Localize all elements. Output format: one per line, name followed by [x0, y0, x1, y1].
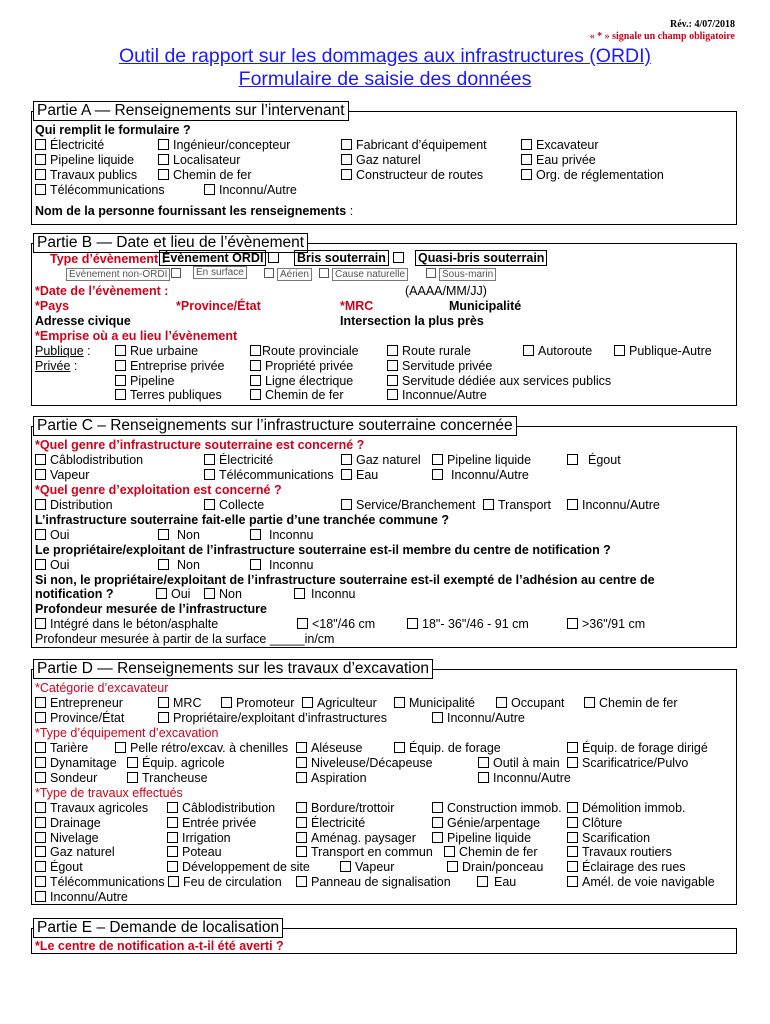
- subtype-non-ordi[interactable]: Évènement non-ORDI: [66, 268, 184, 280]
- checkbox[interactable]: [158, 139, 169, 150]
- checkbox[interactable]: [204, 469, 215, 480]
- checkbox[interactable]: [35, 469, 46, 480]
- checkbox[interactable]: [296, 757, 307, 768]
- work-construction[interactable]: Construction immob.: [432, 802, 562, 815]
- tranchee-oui[interactable]: Oui: [35, 529, 69, 542]
- checkbox[interactable]: [302, 697, 313, 708]
- checkbox[interactable]: [393, 252, 404, 263]
- checkbox[interactable]: [447, 861, 458, 872]
- checkbox[interactable]: [156, 588, 167, 599]
- checkbox[interactable]: [567, 802, 578, 813]
- checkbox[interactable]: [35, 757, 46, 768]
- infra-type-question: *Quel genre d’infrastructure souterraine est concerné ?: [35, 438, 365, 452]
- option-pipeline[interactable]: Pipeline: [115, 375, 174, 388]
- checkbox[interactable]: [35, 712, 46, 723]
- option-electricite[interactable]: Électricité: [35, 139, 104, 152]
- checkbox[interactable]: [35, 154, 46, 165]
- checkbox[interactable]: [523, 345, 534, 356]
- membre-question: Le propriétaire/exploitant de l’infrastructure souterraine est-il membre du centre de notification ?: [35, 543, 611, 557]
- work-pipeline[interactable]: Pipeline liquide: [432, 832, 531, 845]
- equip-trancheuse[interactable]: Trancheuse: [127, 772, 208, 785]
- checkbox[interactable]: [341, 469, 352, 480]
- work-nivelage[interactable]: Nivelage: [35, 832, 99, 845]
- option-route-provinciale[interactable]: Route provinciale: [250, 345, 359, 358]
- option-servitude-dediee[interactable]: Servitude dédiée aux services publics: [387, 375, 611, 388]
- equip-forage[interactable]: Équip. de forage: [394, 742, 501, 755]
- membre-oui[interactable]: Oui: [35, 559, 69, 572]
- checkbox[interactable]: [387, 375, 398, 386]
- work-demolition[interactable]: Démolition immob.: [567, 802, 686, 815]
- cat-chemin-de-fer[interactable]: Chemin de fer: [584, 697, 678, 710]
- equip-sondeur[interactable]: Sondeur: [35, 772, 97, 785]
- option-chemin-de-fer[interactable]: Chemin de fer: [158, 169, 252, 182]
- work-drain[interactable]: Drain/ponceau: [447, 861, 543, 874]
- checkbox[interactable]: [168, 876, 179, 887]
- checkbox[interactable]: [171, 268, 181, 278]
- work-voie-navigable[interactable]: Amél. de voie navigable: [567, 876, 715, 889]
- equip-tariere[interactable]: Tarière: [35, 742, 88, 755]
- checkbox[interactable]: [167, 817, 178, 828]
- checkbox[interactable]: [294, 588, 305, 599]
- work-chemin-de-fer[interactable]: Chemin de fer: [444, 846, 538, 859]
- option-telecom-c[interactable]: Télécommunications: [204, 469, 334, 482]
- subtype-en-surface[interactable]: En surface: [193, 268, 247, 278]
- checkbox[interactable]: [296, 817, 307, 828]
- checkbox[interactable]: [35, 772, 46, 783]
- depth-surface-field[interactable]: Profondeur mesurée à partir de la surface _____in/cm: [35, 632, 335, 646]
- publique-label: Publique :: [35, 344, 91, 358]
- checkbox[interactable]: [432, 802, 443, 813]
- cat-municipalite[interactable]: Municipalité: [394, 697, 475, 710]
- form-subtitle: Formulaire de saisie des données: [238, 68, 532, 90]
- checkbox[interactable]: [250, 389, 261, 400]
- checkbox[interactable]: [115, 389, 126, 400]
- work-electricite[interactable]: Électricité: [296, 817, 365, 830]
- tranchee-question: L’infrastructure souterraine fait-elle partie d’une tranchée commune ?: [35, 513, 449, 527]
- checkbox[interactable]: [35, 861, 46, 872]
- work-transport-commun[interactable]: Transport en commun: [296, 846, 433, 859]
- work-developpement[interactable]: Développement de site: [167, 861, 310, 874]
- checkbox[interactable]: [250, 375, 261, 386]
- checkbox[interactable]: [319, 268, 329, 278]
- work-inconnu-autre[interactable]: Inconnu/Autre: [35, 891, 128, 904]
- option-travaux-publics[interactable]: Travaux publics: [35, 169, 137, 182]
- checkbox[interactable]: [432, 817, 443, 828]
- exemption-non[interactable]: Non: [204, 588, 242, 601]
- checkbox[interactable]: [35, 169, 46, 180]
- equip-agricole[interactable]: Équip. agricole: [127, 757, 225, 770]
- checkbox[interactable]: [158, 169, 169, 180]
- option-entreprise-privee[interactable]: Entreprise privée: [115, 360, 225, 373]
- checkbox[interactable]: [567, 757, 578, 768]
- checkbox[interactable]: [127, 772, 138, 783]
- emprise-label: *Emprise où a eu lieu l’évènement: [35, 329, 238, 343]
- part-d-heading: Partie D — Renseignements sur les travaux d’excavation: [33, 659, 433, 679]
- checkbox[interactable]: [158, 712, 169, 723]
- depth-over-36[interactable]: >36"/91 cm: [567, 618, 645, 631]
- depth-18-36[interactable]: 18"- 36"/46 - 91 cm: [407, 618, 529, 631]
- checkbox[interactable]: [394, 697, 405, 708]
- option-gaz-naturel-c[interactable]: Gaz naturel: [341, 454, 421, 467]
- cat-inconnu-autre[interactable]: Inconnu/Autre: [432, 712, 525, 725]
- exemption-oui[interactable]: Oui: [156, 588, 190, 601]
- membre-inconnu[interactable]: Inconnu: [250, 559, 313, 572]
- cat-mrc[interactable]: MRC: [158, 697, 201, 710]
- depth-beton[interactable]: Intégré dans le béton/asphalte: [35, 618, 218, 631]
- work-type-label: *Type de travaux effectués: [35, 786, 183, 800]
- checkbox[interactable]: [341, 499, 352, 510]
- checkbox[interactable]: [158, 559, 169, 570]
- checkbox[interactable]: [567, 618, 578, 629]
- work-feu-circulation[interactable]: Feu de circulation: [168, 876, 282, 889]
- checkbox[interactable]: [35, 697, 46, 708]
- checkbox[interactable]: [614, 345, 625, 356]
- depth-under-18[interactable]: <18"/46 cm: [297, 618, 375, 631]
- checkbox[interactable]: [35, 802, 46, 813]
- work-irrigation[interactable]: Irrigation: [167, 832, 231, 845]
- checkbox[interactable]: [115, 345, 126, 356]
- work-entree-privee[interactable]: Entrée privée: [167, 817, 256, 830]
- option-constructeur-routes[interactable]: Constructeur de routes: [341, 169, 483, 182]
- checkbox[interactable]: [296, 802, 307, 813]
- checkbox[interactable]: [204, 588, 215, 599]
- work-cloture[interactable]: Clôture: [567, 817, 622, 830]
- option-inconnue-autre[interactable]: Inconnue/Autre: [387, 389, 487, 402]
- cat-occupant[interactable]: Occupant: [496, 697, 565, 710]
- work-panneau[interactable]: Panneau de signalisation: [296, 876, 451, 889]
- checkbox[interactable]: [521, 154, 532, 165]
- checkbox[interactable]: [167, 861, 178, 872]
- option-ingenieur[interactable]: Ingénieur/concepteur: [158, 139, 290, 152]
- checkbox[interactable]: [340, 861, 351, 872]
- checkbox[interactable]: [127, 757, 138, 768]
- checkbox[interactable]: [567, 846, 578, 857]
- checkbox[interactable]: [35, 454, 46, 465]
- option-ligne-electrique[interactable]: Ligne électrique: [250, 375, 353, 388]
- part-a-heading: Partie A — Renseignements sur l’intervenant: [33, 101, 349, 121]
- exemption-question-cont: notification ?: [35, 587, 114, 601]
- work-eau[interactable]: Eau: [477, 876, 516, 889]
- checkbox[interactable]: [394, 742, 405, 753]
- checkbox[interactable]: [167, 832, 178, 843]
- option-eau-privee[interactable]: Eau privée: [521, 154, 596, 167]
- province-label: *Province/État: [176, 299, 261, 313]
- checkbox[interactable]: [341, 154, 352, 165]
- option-electricite-c[interactable]: Électricité: [204, 454, 273, 467]
- required-field-note: « * » signale un champ obligatoire: [589, 31, 735, 42]
- work-scarification[interactable]: Scarification: [567, 832, 650, 845]
- cat-agriculteur[interactable]: Agriculteur: [302, 697, 377, 710]
- checkbox[interactable]: [204, 454, 215, 465]
- checkbox[interactable]: [115, 742, 126, 753]
- cat-proprietaire[interactable]: Propriétaire/exploitant d’infrastructures: [158, 712, 387, 725]
- option-publique-autre[interactable]: Publique-Autre: [614, 345, 712, 358]
- exploitation-question: *Quel genre d’exploitation est concerné ?: [35, 483, 282, 497]
- checkbox[interactable]: [432, 454, 443, 465]
- part-b-heading: Partie B — Date et lieu de l’évènement: [33, 233, 308, 253]
- equip-aspiration[interactable]: Aspiration: [296, 772, 367, 785]
- event-date-label: *Date de l’évènement :: [35, 284, 169, 298]
- checkbox[interactable]: [250, 559, 261, 570]
- checkbox[interactable]: [35, 846, 46, 857]
- option-pipeline-liquide[interactable]: Pipeline liquide: [35, 154, 134, 167]
- checkbox[interactable]: [296, 742, 307, 753]
- checkbox[interactable]: [268, 252, 279, 263]
- tranchee-inconnu[interactable]: Inconnu: [250, 529, 313, 542]
- checkbox[interactable]: [35, 529, 46, 540]
- equip-niveleuse[interactable]: Niveleuse/Décapeuse: [296, 757, 433, 770]
- tranchee-non[interactable]: Non: [158, 529, 200, 542]
- checkbox[interactable]: [478, 757, 489, 768]
- event-type-bris[interactable]: Bris souterrain: [294, 252, 408, 265]
- checkbox[interactable]: [35, 817, 46, 828]
- checkbox[interactable]: [341, 169, 352, 180]
- checkbox[interactable]: [478, 772, 489, 783]
- checkbox[interactable]: [521, 139, 532, 150]
- option-egout[interactable]: Égout: [567, 454, 621, 467]
- work-poteau[interactable]: Poteau: [167, 846, 222, 859]
- option-excavateur[interactable]: Excavateur: [521, 139, 599, 152]
- option-gaz-naturel[interactable]: Gaz naturel: [341, 154, 421, 167]
- checkbox[interactable]: [426, 268, 436, 278]
- form-filler-question: Qui remplit le formulaire ?: [35, 123, 191, 137]
- option-chemin-de-fer-prive[interactable]: Chemin de fer: [250, 389, 344, 402]
- checkbox[interactable]: [432, 832, 443, 843]
- work-amenag[interactable]: Aménag. paysager: [296, 832, 416, 845]
- option-service-branchement[interactable]: Service/Branchement: [341, 499, 476, 512]
- option-servitude-privee[interactable]: Servitude privée: [387, 360, 492, 373]
- equip-inconnu-autre[interactable]: Inconnu/Autre: [478, 772, 571, 785]
- checkbox[interactable]: [115, 375, 126, 386]
- checkbox[interactable]: [221, 697, 232, 708]
- checkbox[interactable]: [158, 529, 169, 540]
- mrc-label: *MRC: [340, 299, 374, 313]
- adresse-label: Adresse civique: [35, 314, 131, 328]
- checkbox[interactable]: [167, 802, 178, 813]
- checkbox[interactable]: [35, 139, 46, 150]
- checkbox[interactable]: [250, 345, 261, 356]
- checkbox[interactable]: [35, 832, 46, 843]
- checkbox[interactable]: [35, 891, 46, 902]
- checkbox[interactable]: [296, 846, 307, 857]
- subtype-aerien[interactable]: Aérien: [264, 268, 312, 280]
- option-localisateur[interactable]: Localisateur: [158, 154, 240, 167]
- work-vapeur[interactable]: Vapeur: [340, 861, 394, 874]
- checkbox[interactable]: [432, 469, 443, 480]
- checkbox[interactable]: [204, 499, 215, 510]
- work-bordure[interactable]: Bordure/trottoir: [296, 802, 394, 815]
- part-e-heading: Partie E – Demande de localisation: [33, 918, 283, 938]
- event-type-ordi[interactable]: Évènement ORDI: [159, 252, 283, 265]
- checkbox[interactable]: [167, 846, 178, 857]
- pays-label: *Pays: [35, 299, 70, 313]
- work-telecom[interactable]: Télécommunications: [35, 876, 165, 889]
- exemption-question: Si non, le propriétaire/exploitant de l’infrastructure souterraine est-il exempté de l’adhésion au centre de: [35, 573, 655, 587]
- checkbox[interactable]: [432, 712, 443, 723]
- checkbox[interactable]: [35, 618, 46, 629]
- checkbox[interactable]: [477, 876, 488, 887]
- option-propriete-privee[interactable]: Propriété privée: [250, 360, 353, 373]
- intersection-label: Intersection la plus près: [340, 314, 484, 328]
- date-format-hint: (AAAA/MM/JJ): [405, 284, 487, 298]
- option-collecte[interactable]: Collecte: [204, 499, 264, 512]
- notification-question: *Le centre de notification a-t-il été averti ?: [35, 939, 284, 953]
- municipalite-label: Municipalité: [449, 299, 522, 313]
- option-terres-publiques[interactable]: Terres publiques: [115, 389, 222, 402]
- checkbox[interactable]: [250, 529, 261, 540]
- form-title: Outil de rapport sur les dommages aux infrastructures (ORDI): [118, 45, 652, 67]
- work-cablodistribution[interactable]: Câblodistribution: [167, 802, 275, 815]
- checkbox[interactable]: [35, 559, 46, 570]
- checkbox[interactable]: [158, 697, 169, 708]
- checkbox[interactable]: [341, 454, 352, 465]
- option-autoroute[interactable]: Autoroute: [523, 345, 592, 358]
- excavator-category-label: *Catégorie d’excavateur: [35, 681, 169, 695]
- checkbox[interactable]: [387, 345, 398, 356]
- cat-province[interactable]: Province/État: [35, 712, 124, 725]
- checkbox[interactable]: [567, 742, 578, 753]
- checkbox[interactable]: [296, 832, 307, 843]
- work-eclairage[interactable]: Éclairage des rues: [567, 861, 686, 874]
- option-fabricant[interactable]: Fabricant d’équipement: [341, 139, 487, 152]
- option-inconnu-autre[interactable]: Inconnu/Autre: [204, 184, 297, 197]
- revision-date: Rév.: 4/07/2018: [670, 19, 735, 30]
- option-rue-urbaine[interactable]: Rue urbaine: [115, 345, 198, 358]
- checkbox[interactable]: [483, 499, 494, 510]
- event-type-quasi-bris[interactable]: Quasi-bris souterrain: [415, 252, 547, 265]
- option-pipeline-liquide-c[interactable]: Pipeline liquide: [432, 454, 531, 467]
- equip-forage-dirige[interactable]: Équip. de forage dirigé: [567, 742, 708, 755]
- checkbox[interactable]: [35, 499, 46, 510]
- checkbox[interactable]: [521, 169, 532, 180]
- checkbox[interactable]: [296, 876, 307, 887]
- checkbox[interactable]: [584, 697, 595, 708]
- checkbox[interactable]: [567, 876, 578, 887]
- option-distribution[interactable]: Distribution: [35, 499, 113, 512]
- person-name-field[interactable]: Nom de la personne fournissant les renseignements :: [35, 204, 354, 218]
- checkbox[interactable]: [204, 184, 215, 195]
- equip-outil-main[interactable]: Outil à main: [478, 757, 560, 770]
- work-gaz[interactable]: Gaz naturel: [35, 846, 115, 859]
- subtype-sous-marin[interactable]: Sous-marin: [426, 268, 496, 280]
- work-egout[interactable]: Égout: [35, 861, 83, 874]
- exemption-inconnu[interactable]: Inconnu: [294, 588, 355, 601]
- checkbox[interactable]: [567, 499, 578, 510]
- work-routiers[interactable]: Travaux routiers: [567, 846, 672, 859]
- checkbox[interactable]: [444, 846, 455, 857]
- checkbox[interactable]: [264, 268, 274, 278]
- cat-promoteur[interactable]: Promoteur: [221, 697, 294, 710]
- option-inconnu-autre-exploit[interactable]: Inconnu/Autre: [567, 499, 660, 512]
- checkbox[interactable]: [35, 876, 46, 887]
- equip-scarificatrice[interactable]: Scarificatrice/Pulvo: [567, 757, 688, 770]
- equip-dynamitage[interactable]: Dynamitage: [35, 757, 117, 770]
- checkbox[interactable]: [250, 360, 261, 371]
- checkbox[interactable]: [115, 360, 126, 371]
- checkbox[interactable]: [567, 817, 578, 828]
- checkbox[interactable]: [387, 360, 398, 371]
- subtype-cause-naturelle[interactable]: Cause naturelle: [319, 268, 408, 280]
- cat-entrepreneur[interactable]: Entrepreneur: [35, 697, 123, 710]
- privee-label: Privée :: [35, 359, 78, 373]
- checkbox[interactable]: [407, 618, 418, 629]
- option-transport[interactable]: Transport: [483, 499, 551, 512]
- option-route-rurale[interactable]: Route rurale: [387, 345, 471, 358]
- work-agricoles[interactable]: Travaux agricoles: [35, 802, 148, 815]
- part-c-heading: Partie C – Renseignements sur l’infrastructure souterraine concernée: [33, 416, 517, 436]
- checkbox[interactable]: [296, 772, 307, 783]
- equip-aleseuse[interactable]: Aléseuse: [296, 742, 362, 755]
- option-eau[interactable]: Eau: [341, 469, 378, 482]
- option-telecom[interactable]: Télécommunications: [35, 184, 165, 197]
- checkbox[interactable]: [158, 154, 169, 165]
- checkbox[interactable]: [35, 184, 46, 195]
- checkbox[interactable]: [341, 139, 352, 150]
- option-vapeur[interactable]: Vapeur: [35, 469, 89, 482]
- option-org-reglementation[interactable]: Org. de réglementation: [521, 169, 664, 182]
- checkbox[interactable]: [35, 742, 46, 753]
- membre-non[interactable]: Non: [158, 559, 200, 572]
- checkbox[interactable]: [567, 861, 578, 872]
- work-genie[interactable]: Génie/arpentage: [432, 817, 540, 830]
- option-cablodistribution[interactable]: Câblodistribution: [35, 454, 143, 467]
- event-type-label: Type d’évènement :: [50, 252, 166, 266]
- work-drainage[interactable]: Drainage: [35, 817, 101, 830]
- profondeur-label: Profondeur mesurée de l’infrastructure: [35, 602, 268, 616]
- checkbox[interactable]: [496, 697, 507, 708]
- option-inconnu-autre-c[interactable]: Inconnu/Autre: [432, 469, 529, 482]
- equipment-type-label: *Type d’équipement d’excavation: [35, 726, 219, 740]
- checkbox[interactable]: [297, 618, 308, 629]
- checkbox[interactable]: [387, 389, 398, 400]
- equip-pelle[interactable]: Pelle rétro/excav. à chenilles: [115, 742, 288, 755]
- checkbox[interactable]: [567, 832, 578, 843]
- checkbox[interactable]: [567, 454, 578, 465]
